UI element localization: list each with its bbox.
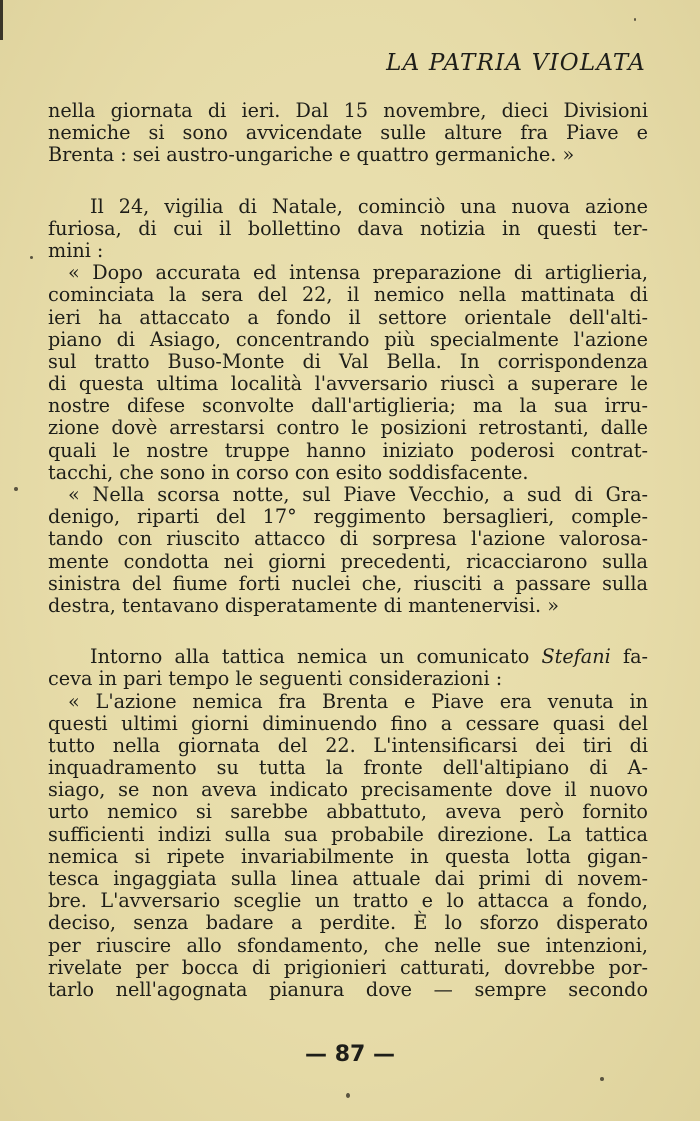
body-text xyxy=(48,100,648,1001)
text-line: deciso, senza badare a perdite. È lo sforzo disperato xyxy=(48,911,648,935)
paragraph xyxy=(48,646,648,1001)
text-line: « Nella scorsa notte, sul Piave Vecchio, a sud di Gra- xyxy=(68,483,648,506)
text-line: nemiche si sono avvicendate sulle alture fra Piave e xyxy=(48,121,648,145)
text-line: cominciata la sera del 22, il nemico nella mattinata di xyxy=(48,283,648,307)
text-line: destra, tentavano disperatamente di mantenervisi. » xyxy=(48,593,559,617)
text-line: inquadramento su tutta la fronte dell'altipiano di A- xyxy=(48,756,648,780)
text-line: sufficienti indizi sulla sua probabile direzione. La tattica xyxy=(48,822,648,846)
paragraph-gap xyxy=(48,617,648,646)
paper-speck xyxy=(600,1077,604,1081)
text-line: tando con riuscito attacco di sorpresa l'azione valorosa- xyxy=(48,527,648,551)
paper-speck xyxy=(634,18,636,21)
text-line: zione dovè arrestarsi contro le posizioni retrostanti, dalle xyxy=(48,416,648,440)
text-line: tarlo nell'agognata pianura dove — sempre secondo xyxy=(48,977,648,1001)
italic-name: Stefani xyxy=(541,645,611,669)
text-line: nemica si ripete invariabilmente in questa lotta gigan- xyxy=(48,844,648,868)
text-line: furiosa, di cui il bollettino dava notizia in questi ter- xyxy=(48,216,648,240)
paper-speck xyxy=(14,487,18,491)
text-line: ceva in pari tempo le seguenti considerazioni : xyxy=(48,667,503,691)
text-line: di questa ultima località l'avversario riuscì a superare le xyxy=(48,372,648,396)
text-line: urto nemico si sarebbe abbattuto, aveva però fornito xyxy=(48,800,648,824)
text-line: mente condotta nei giorni precedenti, ricacciarono sulla xyxy=(48,549,648,573)
paragraph-gap xyxy=(48,167,648,196)
text-line: nostre difese sconvolte dall'artiglieria; ma la sua irru- xyxy=(48,394,648,418)
running-head: LA PATRIA VIOLATA xyxy=(386,50,646,76)
paper-speck xyxy=(30,256,33,259)
text-line: mini : xyxy=(48,238,104,262)
text-line: nella giornata di ieri. Dal 15 novembre, dieci Divisioni xyxy=(48,99,648,122)
text-line: sul tratto Buso-Monte di Val Bella. In corrispondenza xyxy=(48,349,648,373)
paragraph xyxy=(48,100,648,167)
text-line: tesca ingaggiata sulla linea attuale dai primi di novem- xyxy=(48,867,648,890)
text-line: denigo, riparti del 17° reggimento bersaglieri, comple- xyxy=(48,505,648,529)
text-line: sinistra del fiume forti nuclei che, riusciti a passare sulla xyxy=(48,571,648,595)
text-line: « L'azione nemica fra Brenta e Piave era venuta in xyxy=(68,689,648,713)
text-line: tutto nella giornata del 22. L'intensificarsi dei tiri di xyxy=(48,733,648,757)
text-line: siago, se non aveva indicato precisamente dove il nuovo xyxy=(48,778,648,802)
text-line: quali le nostre truppe hanno iniziato poderosi contrat- xyxy=(48,438,648,462)
text-line: tacchi, che sono in corso con esito soddisfacente. xyxy=(48,460,529,484)
text-line: ieri ha attaccato a fondo il settore orientale dell'alti- xyxy=(48,305,648,329)
text-line: bre. L'avversario sceglie un tratto e lo attacca a fondo, xyxy=(48,889,648,913)
paper-speck xyxy=(346,1093,350,1098)
text-line: per riuscire allo sfondamento, che nelle sue intenzioni, xyxy=(48,933,648,957)
text-line: Il 24, vigilia di Natale, cominciò una nuova azione xyxy=(90,194,648,218)
page-edge-mark xyxy=(0,0,3,40)
page-number: — 87 — xyxy=(305,1042,395,1067)
text-line: piano di Asiago, concentrando più specialmente l'azione xyxy=(48,327,648,351)
paragraph xyxy=(48,196,648,618)
text-line: questi ultimi giorni diminuendo fino a cessare quasi del xyxy=(48,711,648,735)
text-line: Brenta : sei austro-ungariche e quattro germaniche. » xyxy=(48,143,575,167)
text-line: « Dopo accurata ed intensa preparazione di artiglieria, xyxy=(68,261,648,285)
text-line: Intorno alla tattica nemica un comunicato Stefani fa- xyxy=(90,645,648,669)
text-line: rivelate per bocca di prigionieri catturati, dovrebbe por- xyxy=(48,955,648,979)
